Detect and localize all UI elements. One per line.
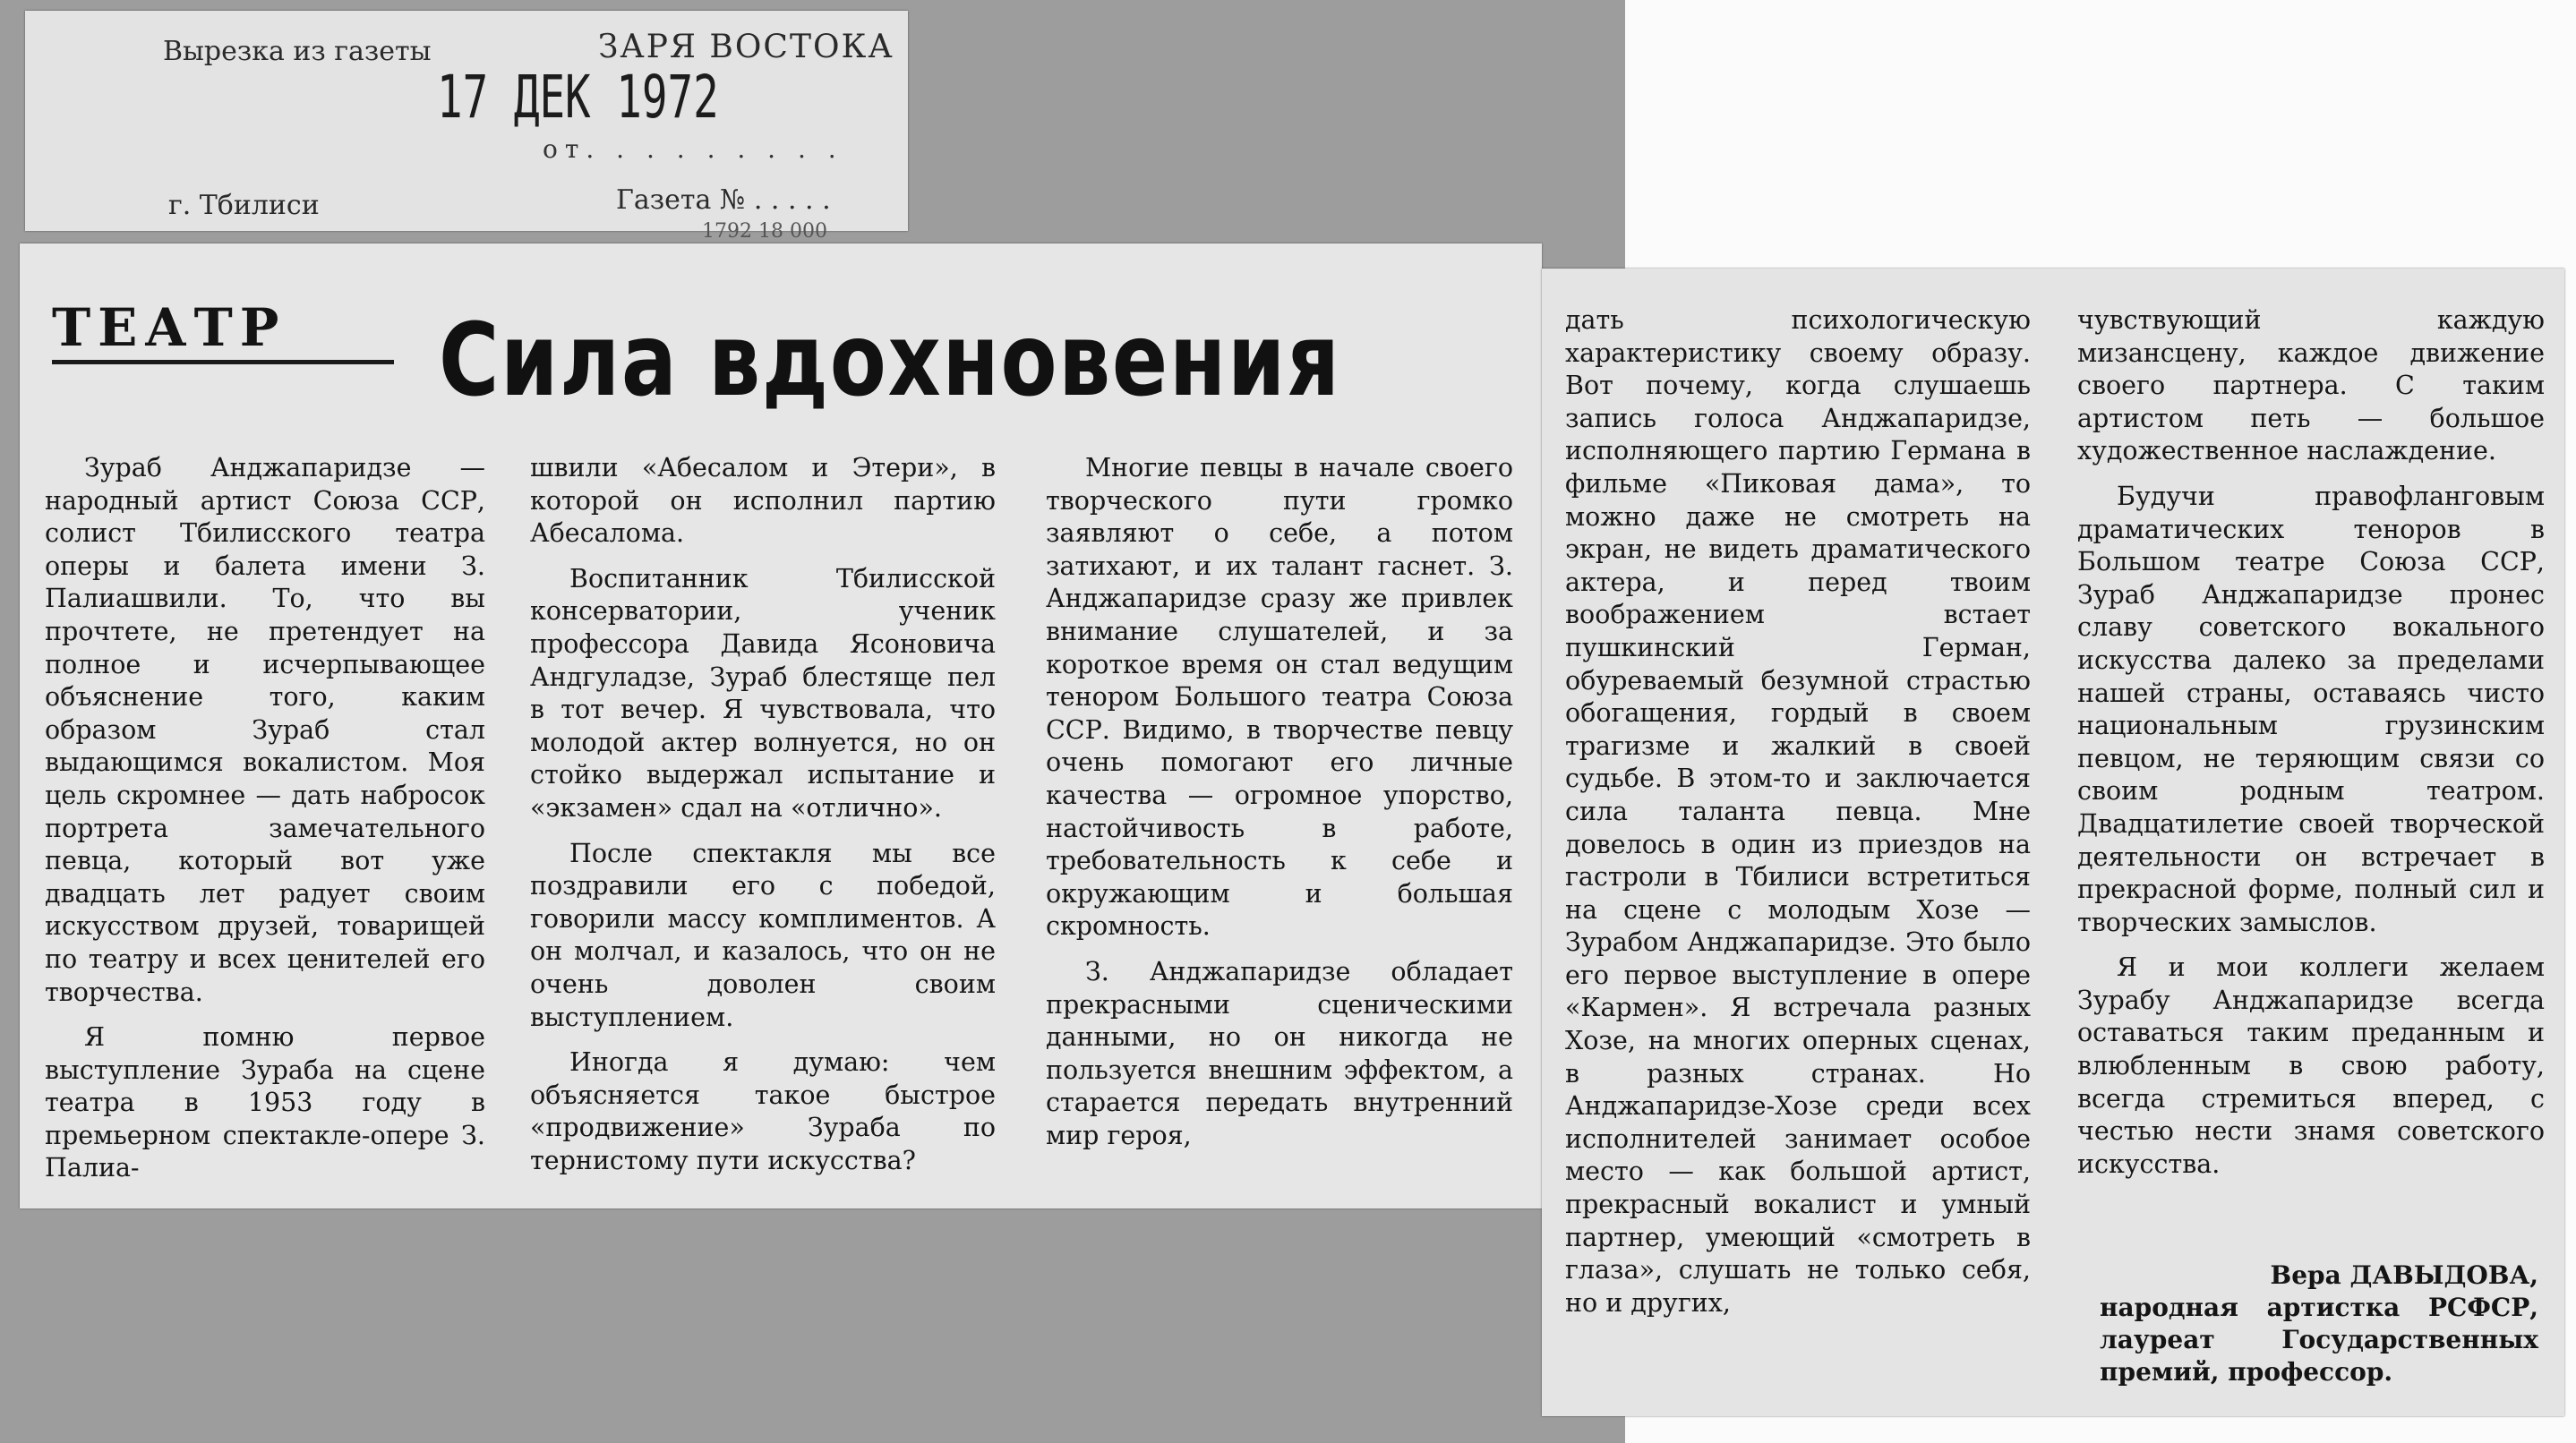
from-label: от <box>543 134 586 164</box>
newspaper-name: ЗАРЯ ВОСТОКА <box>598 29 894 65</box>
paragraph: Я помню первое выступление Зураба на сцене театра в 1953 году в премьерном спектакле-опере З. Палиа- <box>45 1022 485 1183</box>
from-field: от. . . . . . . . . <box>543 134 843 164</box>
paragraph: Будучи правофланговым драматических теноров в Большом театре Союза ССР, Зураб Анджапаридзе пронес славу советского вокального искусства далеко за пределами нашей страны, оставаясь чисто национальным грузинским певцом, не теряющим связи со своим родным театром. Двадцатилетие своей творческой деятельности он встречает в прекрасной форме, полный сил и творческих замыслов. <box>2077 481 2545 937</box>
rubric-underline <box>52 360 394 364</box>
clipping-label: Вырезка из газеты <box>163 36 432 67</box>
article-column-3 <box>1046 452 1513 1152</box>
author-title: народная артистка РСФСР, лауреат Государственных премий, профессор. <box>2100 1293 2538 1387</box>
paragraph: Зураб Анджапаридзе — народный артист Союза ССР, солист Тбилисского театра оперы и балета имени З. Палиашвили. То, что вы прочтете, не претендует на полное и исчерпывающее объяснение того, каким образом Зураб стал выдающимся вокалистом. Моя цель скромнее — дать набросок портрета замечательного певца, который вот уже двадцать лет радует своим искусством друзей, товарищей по театру и всех ценителей его творчества. <box>45 453 485 1007</box>
article-column-4 <box>1565 304 2031 1319</box>
paragraph: чувствующий каждую мизансцену, каждое движение своего партнера. С таким артистом петь — большое художественное наслаждение. <box>2077 305 2545 466</box>
article-column-5 <box>2077 304 2545 1181</box>
paragraph: Многие певцы в начале своего творческого пути громко заявляют о себе, а потом затихают, и их талант гаснет. З. Анджапаридзе сразу же привлек внимание слушателей, и за короткое время он стал ведущим тенором Большого театра Союза ССР. Видимо, в творчестве певцу очень помогают его личные качества — огромное упорство, настойчивость в работе, требовательность к себе и окружающим и большая скромность. <box>1046 453 1513 942</box>
paragraph: З. Анджапаридзе обладает прекрасными сценическими данными, но он никогда не пользуется внешним эффектом, а старается передать внутренний мир героя, <box>1046 956 1513 1150</box>
author-name: Вера ДАВЫДОВА, <box>2270 1260 2538 1290</box>
article-headline: Сила вдохновения <box>439 303 1341 419</box>
paragraph: Воспитанник Тбилисской консерватории, ученик профессора Давида Ясоновича Андгуладзе, Зураб блестяще пел в тот вечер. Я чувствовала, что молодой актер волнуется, но он стойко выдержал испытание и «экзамен» сдал на «отлично». <box>530 563 996 823</box>
gazeta-field: Газета № . . . . . <box>616 184 831 216</box>
print-info: 1792 18 000 <box>702 220 827 243</box>
gazeta-label: Газета № <box>616 184 746 216</box>
rubric-label: ТЕАТР <box>52 297 287 358</box>
city-label: г. Тбилиси <box>168 190 320 221</box>
article-column-1 <box>45 452 485 1185</box>
clipping-header <box>25 11 908 243</box>
author-signature <box>2100 1259 2538 1388</box>
date-stamp: 17 ДЕК 1972 <box>437 63 719 132</box>
paragraph: Я и мои коллеги желаем Зурабу Анджапаридзе всегда оставаться таким преданным и влюбленным в свою работу, всегда стремиться вперед, с честью нести знамя советского искусства. <box>2077 952 2545 1179</box>
paragraph: швили «Абесалом и Этери», в которой он исполнил партию Абесалома. <box>530 453 996 549</box>
paragraph: После спектакля мы все поздравили его с победой, говорили массу комплиментов. А он молчал, и казалось, что он не очень доволен своим выступлением. <box>530 838 996 1032</box>
article-column-2 <box>530 452 996 1177</box>
paragraph: Иногда я думаю: чем объясняется такое быстрое «продвижение» Зураба по тернистому пути искусства? <box>530 1047 996 1175</box>
paragraph: дать психологическую характеристику своему образу. Вот почему, когда слушаешь запись голоса Анджапаридзе, исполняющего партию Германа в фильме «Пиковая дама», то можно даже не смотреть на экран, не видеть драматического актера, и перед твоим воображением встает пушкинский Герман, обуреваемый безумной страстью обогащения, гордый в своем трагизме и жалкий в своей судьбе. В этом-то и заключается сила таланта певца. Мне довелось в один из приездов на гастроли в Тбилиси встретиться на сцене с молодым Хозе — Зурабом Анджапаридзе. Это было его первое выступление в опере «Кармен». Я встречала разных Хозе, на многих оперных сценах, в разных странах. Но Анджапаридзе-Хозе среди всех исполнителей занимает особое место — как большой артист, прекрасный вокалист и умный партнер, умеющий «смотреть в глаза», слушать не только себя, но и других, <box>1565 305 2031 1318</box>
